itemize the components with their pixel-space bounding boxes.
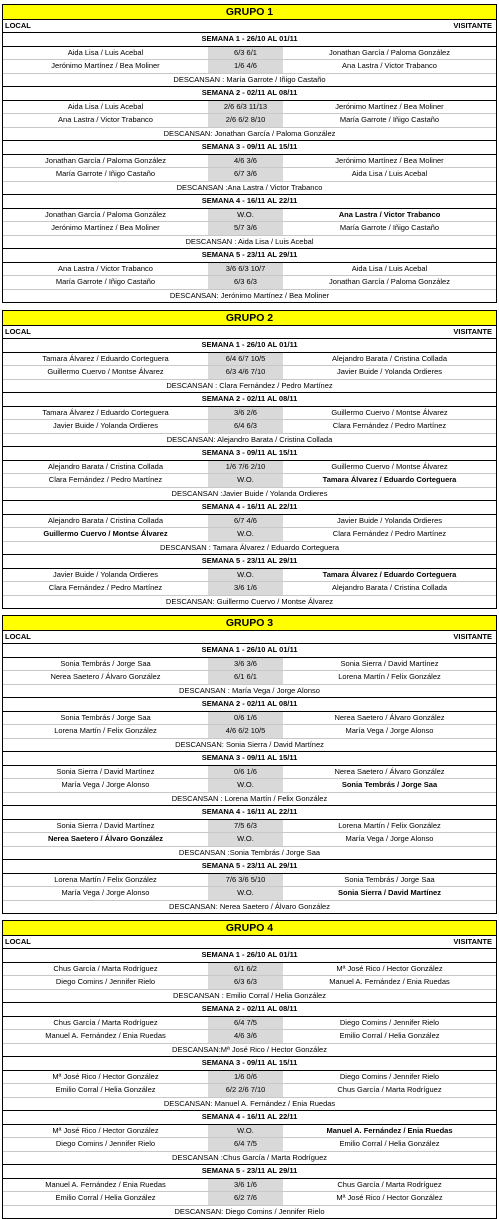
match-row [3, 515, 496, 529]
home-team: Aida Lisa / Luis Acebal [67, 101, 144, 111]
match-score: W.O. [208, 569, 283, 582]
week-title: SEMANA 3 - 09/11 AL 15/11 [3, 1057, 496, 1071]
home-team: Diego Comins / Jennifer Rielo [55, 1139, 156, 1148]
rest-pairs: DESCANSAN : Lorena Martín / Felix González [3, 793, 496, 807]
home-team: Jerónimo Martínez / Bea Moliner [51, 61, 160, 70]
home-team: Javier Buide / Yolanda Ordieres [52, 421, 159, 430]
rest-pairs: DESCANSAN: Guillermo Cuervo / Montse Álvarez [165, 596, 334, 606]
match-row [3, 474, 496, 488]
match-score: 6/1 6/2 [208, 963, 283, 976]
match-score: 3/6 6/3 10/7 [208, 263, 283, 276]
rest-pairs: DESCANSAN: Alejandro Barata / Cristina Collada [3, 434, 496, 448]
match-score: 6/4 6/3 [208, 420, 283, 433]
home-team: Ana Lastra / Victor Trabanco [58, 263, 153, 273]
rest-pairs: DESCANSAN :Javier Buide / Yolanda Ordieres [3, 488, 496, 502]
match-score: 3/6 1/6 [208, 582, 283, 595]
match-score: 1/6 7/6 2/10 [208, 461, 283, 474]
match-score: 0/6 1/6 [208, 712, 283, 725]
group-table [2, 4, 497, 303]
match-score: 4/6 3/6 [208, 1030, 283, 1043]
away-team: Aida Lisa / Luis Acebal [351, 263, 428, 273]
home-team: Alejandro Barata / Cristina Collada [47, 461, 164, 471]
local-header: LOCAL [5, 937, 31, 946]
column-header [3, 20, 496, 33]
rest-pairs: DESCANSAN : Clara Fernández / Pedro Martínez [3, 380, 496, 394]
match-score: 2/6 6/3 11/13 [208, 101, 283, 114]
home-team: Diego Comins / Jennifer Rielo [55, 977, 156, 986]
match-score: 6/4 7/5 [208, 1138, 283, 1151]
match-score: 7/6 3/6 5/10 [208, 874, 283, 887]
match-row [3, 366, 496, 380]
week-title: SEMANA 3 - 09/11 AL 15/11 [3, 141, 496, 155]
match-row [3, 1084, 496, 1098]
match-row [3, 353, 496, 367]
match-score: 6/3 4/6 7/10 [208, 366, 283, 379]
match-score: W.O. [208, 779, 283, 792]
home-team: Jerónimo Martínez / Bea Moliner [51, 223, 160, 232]
rest-pairs: DESCANSAN:Mª José Rico / Hector González [3, 1044, 496, 1058]
match-score: 1/6 0/6 [208, 1071, 283, 1084]
match-score: 3/6 1/6 [208, 1179, 283, 1192]
away-team: Clara Fernández / Pedro Martínez [332, 529, 447, 538]
group-title: GRUPO 2 [3, 311, 496, 326]
home-team: Tamara Álvarez / Eduardo Corteguera [42, 353, 169, 363]
match-score: 2/6 6/2 8/10 [208, 114, 283, 127]
week-title: SEMANA 5 - 23/11 AL 29/11 [3, 555, 496, 569]
away-team: Manuel A. Fernández / Enia Ruedas [329, 977, 450, 986]
match-row [3, 671, 496, 685]
home-team: Sonia Tembrás / Jorge Saa [60, 658, 151, 668]
match-score: 6/7 3/6 [208, 168, 283, 181]
home-team: María Vega / Jorge Alonso [61, 780, 150, 789]
visitante-header: VISITANTE [453, 937, 492, 946]
match-score: W.O. [208, 1125, 283, 1138]
away-team: Tamara Álvarez / Eduardo Corteguera [322, 569, 457, 579]
match-row [3, 168, 496, 182]
match-row [3, 569, 496, 583]
group-title: GRUPO 3 [3, 616, 496, 631]
rest-pairs: DESCANSAN : Emilio Corral / Helia González [3, 990, 496, 1004]
away-team: Tamara Álvarez / Eduardo Corteguera [322, 475, 457, 484]
match-row [3, 1030, 496, 1044]
match-score: 6/3 6/3 [208, 976, 283, 989]
match-score: 3/6 2/6 [208, 407, 283, 420]
rest-pairs: DESCANSAN : Aida Lisa / Luis Acebal [3, 236, 496, 250]
away-team: Alejandro Barata / Cristina Collada [331, 583, 448, 592]
away-team: Sonia Tembrás / Jorge Saa [341, 780, 438, 789]
away-team: Ana Lastra / Victor Trabanco [342, 61, 437, 70]
group-title: GRUPO 4 [3, 921, 496, 936]
away-team: Ana Lastra / Victor Trabanco [338, 209, 441, 219]
home-team: Manuel A. Fernández / Enia Ruedas [45, 1179, 166, 1189]
away-team: Chus García / Marta Rodríguez [337, 1085, 442, 1094]
home-team: Mª José Rico / Hector González [52, 1071, 159, 1081]
home-team: Lorena Martín / Felix González [54, 874, 157, 884]
away-team: María Garrote / Iñigo Castaño [339, 115, 440, 124]
match-row [3, 1138, 496, 1152]
rest-pairs: DESCANSAN: Nerea Saetero / Álvaro González [169, 901, 330, 911]
week-title: SEMANA 1 - 26/10 AL 01/11 [3, 949, 496, 963]
match-score: 6/4 7/5 [208, 1017, 283, 1030]
week-title: SEMANA 4 - 16/11 AL 22/11 [3, 806, 496, 820]
match-row [3, 658, 496, 672]
rest-pairs: DESCANSAN : Tamara Álvarez / Eduardo Corteguera [3, 542, 496, 556]
week-title: SEMANA 1 - 26/10 AL 01/11 [3, 33, 496, 47]
column-header [3, 936, 496, 949]
week-title: SEMANA 4 - 16/11 AL 22/11 [3, 501, 496, 515]
match-row [3, 1192, 496, 1206]
match-score: W.O. [208, 833, 283, 846]
match-row [3, 114, 496, 128]
home-team: Chus García / Marta Rodríguez [53, 963, 158, 973]
home-team: Aida Lisa / Luis Acebal [67, 47, 144, 57]
match-score: 6/2 2/6 7/10 [208, 1084, 283, 1097]
week-title: SEMANA 5 - 23/11 AL 29/11 [3, 249, 496, 263]
home-team: Sonia Tembrás / Jorge Saa [60, 712, 151, 722]
away-team: María Vega / Jorge Alonso [345, 726, 434, 735]
rest-pairs: DESCANSAN : María Garrote / Iñigo Castaño [3, 74, 496, 88]
home-team: Jonathan García / Paloma González [45, 209, 166, 219]
week-title: SEMANA 5 - 23/11 AL 29/11 [3, 860, 496, 874]
home-team: María Garrote / Iñigo Castaño [55, 277, 156, 286]
match-row [3, 833, 496, 847]
rest-pairs: DESCANSAN :Chus García / Marta Rodríguez [3, 1152, 496, 1166]
away-team: Lorena Martín / Felix González [338, 820, 441, 830]
away-team: Mª José Rico / Hector González [336, 1193, 443, 1202]
local-header: LOCAL [5, 632, 31, 641]
away-team: Diego Comins / Jennifer Rielo [339, 1017, 440, 1027]
match-row [3, 874, 496, 888]
week-title: SEMANA 2 - 02/11 AL 08/11 [3, 698, 496, 712]
week-title: SEMANA 2 - 02/11 AL 08/11 [3, 87, 496, 101]
away-team: Nerea Saetero / Álvaro González [334, 712, 445, 722]
match-row [3, 60, 496, 74]
match-row [3, 779, 496, 793]
home-team: María Garrote / Iñigo Castaño [55, 169, 156, 178]
visitante-header: VISITANTE [453, 327, 492, 336]
home-team: Nerea Saetero / Álvaro González [47, 834, 164, 843]
week-title: SEMANA 3 - 09/11 AL 15/11 [3, 447, 496, 461]
match-score: 4/6 3/6 [208, 155, 283, 168]
group-table [2, 920, 497, 1219]
away-team: Aida Lisa / Luis Acebal [351, 169, 428, 178]
match-score: 1/6 4/6 [208, 60, 283, 73]
away-team: Emilio Corral / Helia González [339, 1139, 440, 1148]
home-team: Emilio Corral / Helia González [55, 1085, 156, 1094]
match-row [3, 263, 496, 277]
visitante-header: VISITANTE [453, 632, 492, 641]
home-team: Jonathan García / Paloma González [45, 155, 166, 165]
match-row [3, 155, 496, 169]
away-team: Guillermo Cuervo / Montse Álvarez [331, 461, 448, 471]
match-score: W.O. [208, 209, 283, 222]
week-title: SEMANA 1 - 26/10 AL 01/11 [3, 644, 496, 658]
match-row [3, 1125, 496, 1139]
match-row [3, 963, 496, 977]
group-title: GRUPO 1 [3, 5, 496, 20]
match-score: 6/3 6/3 [208, 276, 283, 289]
home-team: María Vega / Jorge Alonso [61, 888, 150, 897]
match-score: 6/4 6/7 10/5 [208, 353, 283, 366]
away-team: Javier Buide / Yolanda Ordieres [336, 367, 443, 376]
away-team: Sonia Sierra / David Martínez [340, 658, 439, 668]
match-score: 0/6 1/6 [208, 766, 283, 779]
away-team: Mª José Rico / Hector González [336, 963, 443, 973]
match-score: W.O. [208, 528, 283, 541]
local-header: LOCAL [5, 327, 31, 336]
home-team: Sonia Sierra / David Martínez [56, 766, 155, 776]
away-team: Jerónimo Martínez / Bea Moliner [335, 155, 444, 165]
week-title: SEMANA 4 - 16/11 AL 22/11 [3, 195, 496, 209]
column-header [3, 631, 496, 644]
local-header: LOCAL [5, 21, 31, 30]
home-team: Manuel A. Fernández / Enia Ruedas [45, 1031, 166, 1040]
match-score: 5/7 3/6 [208, 222, 283, 235]
home-team: Guillermo Cuervo / Montse Álvarez [43, 529, 168, 538]
match-score: 7/5 6/3 [208, 820, 283, 833]
week-title: SEMANA 2 - 02/11 AL 08/11 [3, 393, 496, 407]
away-team: Lorena Martín / Felix González [338, 672, 441, 681]
week-title: SEMANA 5 - 23/11 AL 29/11 [3, 1165, 496, 1179]
away-team: Clara Fernández / Pedro Martínez [332, 421, 447, 430]
match-row [3, 276, 496, 290]
home-team: Nerea Saetero / Álvaro González [50, 672, 161, 681]
away-team: María Vega / Jorge Alonso [345, 834, 434, 843]
match-row [3, 209, 496, 223]
home-team: Clara Fernández / Pedro Martínez [48, 475, 163, 484]
match-score: W.O. [208, 474, 283, 487]
away-team: Guillermo Cuervo / Montse Álvarez [331, 407, 448, 417]
match-score: 6/7 4/6 [208, 515, 283, 528]
away-team: Javier Buide / Yolanda Ordieres [336, 515, 443, 525]
match-row [3, 820, 496, 834]
match-row [3, 101, 496, 115]
week-title: SEMANA 3 - 09/11 AL 15/11 [3, 752, 496, 766]
week-title: SEMANA 1 - 26/10 AL 01/11 [3, 339, 496, 353]
rest-pairs: DESCANSAN: Sonia Sierra / David Martínez [3, 739, 496, 753]
away-team: Sonia Sierra / David Martínez [338, 888, 441, 897]
away-team: Jonathan García / Paloma González [329, 47, 450, 57]
home-team: Tamara Álvarez / Eduardo Corteguera [42, 407, 169, 417]
match-score: 6/2 7/6 [208, 1192, 283, 1205]
match-score: W.O. [208, 887, 283, 900]
match-row [3, 766, 496, 780]
match-row [3, 887, 496, 901]
home-team: Alejandro Barata / Cristina Collada [47, 515, 164, 525]
visitante-header: VISITANTE [453, 21, 492, 30]
rest-pairs: DESCANSAN :Ana Lastra / Victor Trabanco [3, 182, 496, 196]
rest-pairs: DESCANSAN: Jerónimo Martínez / Bea Moliner [169, 290, 330, 300]
match-row [3, 407, 496, 421]
group-table [2, 615, 497, 914]
match-row [3, 725, 496, 739]
home-team: Lorena Martín / Felix González [54, 726, 157, 735]
match-row [3, 1179, 496, 1193]
match-row [3, 47, 496, 61]
away-team: Jonathan García / Paloma González [329, 277, 450, 286]
away-team: Chus García / Marta Rodríguez [337, 1179, 442, 1189]
home-team: Ana Lastra / Victor Trabanco [58, 115, 153, 124]
rest-pairs: DESCANSAN :Sonia Tembrás / Jorge Saa [3, 847, 496, 861]
rest-pairs: DESCANSAN: Jonathan García / Paloma González [3, 128, 496, 142]
away-team: Alejandro Barata / Cristina Collada [331, 353, 448, 363]
away-team: Manuel A. Fernández / Enia Ruedas [326, 1125, 453, 1135]
match-row [3, 222, 496, 236]
match-score: 6/3 6/1 [208, 47, 283, 60]
group-table [2, 310, 497, 609]
week-title: SEMANA 2 - 02/11 AL 08/11 [3, 1003, 496, 1017]
away-team: Sonia Tembrás / Jorge Saa [344, 874, 435, 884]
away-team: Diego Comins / Jennifer Rielo [339, 1071, 440, 1081]
away-team: Nerea Saetero / Álvaro González [334, 766, 445, 776]
rest-pairs: DESCANSAN: Manuel A. Fernández / Enia Ruedas [3, 1098, 496, 1112]
home-team: Javier Buide / Yolanda Ordieres [52, 569, 159, 579]
match-row [3, 528, 496, 542]
match-score: 6/1 6/1 [208, 671, 283, 684]
column-header [3, 326, 496, 339]
rest-pairs: DESCANSAN : María Vega / Jorge Alonso [3, 685, 496, 699]
home-team: Mª José Rico / Hector González [52, 1125, 159, 1135]
home-team: Sonia Sierra / David Martínez [56, 820, 155, 830]
away-team: María Garrote / Iñigo Castaño [339, 223, 440, 232]
home-team: Emilio Corral / Helia González [55, 1193, 156, 1202]
rest-pairs: DESCANSAN: Diego Comins / Jennifer Rielo [174, 1206, 325, 1216]
match-row [3, 1017, 496, 1031]
away-team: Jerónimo Martínez / Bea Moliner [335, 101, 444, 111]
match-row [3, 461, 496, 475]
week-title: SEMANA 4 - 16/11 AL 22/11 [3, 1111, 496, 1125]
home-team: Guillermo Cuervo / Montse Álvarez [47, 367, 164, 376]
match-score: 3/6 3/6 [208, 658, 283, 671]
home-team: Clara Fernández / Pedro Martínez [48, 583, 163, 592]
match-score: 4/6 6/2 10/5 [208, 725, 283, 738]
match-row [3, 582, 496, 596]
match-row [3, 712, 496, 726]
away-team: Emilio Corral / Helia González [339, 1031, 440, 1040]
match-row [3, 1071, 496, 1085]
match-row [3, 420, 496, 434]
match-row [3, 976, 496, 990]
home-team: Chus García / Marta Rodríguez [53, 1017, 158, 1027]
